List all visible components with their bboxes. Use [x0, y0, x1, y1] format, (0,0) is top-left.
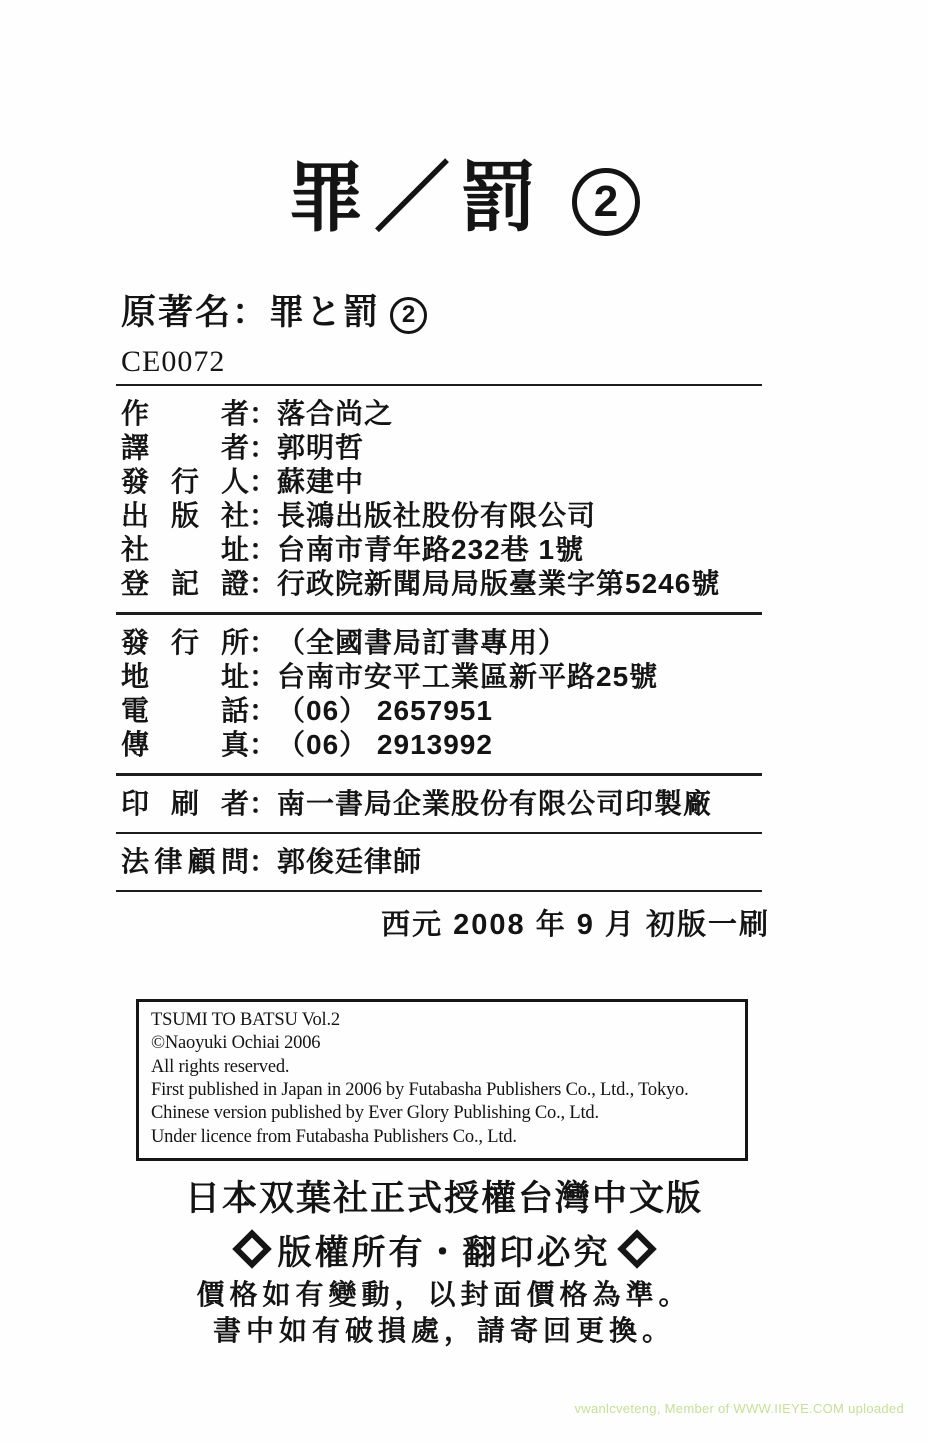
- publisher-info-group: [0, 394, 928, 604]
- distribution-info-group: [0, 623, 928, 765]
- table-row: [121, 728, 928, 762]
- license-line: Under licence from Futabasha Publishers Co., Ltd.: [151, 1126, 517, 1147]
- field-label: 譯者: [121, 432, 249, 464]
- colon: ：: [249, 729, 278, 761]
- table-row: [121, 694, 928, 728]
- divider: [116, 384, 762, 386]
- license-box: [136, 999, 748, 1161]
- colon: ：: [249, 695, 278, 727]
- table-row: [121, 431, 928, 465]
- book-title-row: [0, 0, 928, 241]
- field-label: 傳真: [121, 729, 249, 761]
- printer-info-group: [0, 784, 928, 824]
- table-row: [121, 533, 928, 567]
- table-row: [121, 465, 928, 499]
- diamond-icon: [232, 1230, 272, 1270]
- copyright-notice-line: [0, 1225, 888, 1274]
- original-volume-badge: 2: [390, 297, 427, 334]
- footer-notices: [0, 1171, 888, 1350]
- field-value: 郭明哲: [277, 432, 365, 464]
- field-label: 法律顧問: [121, 846, 249, 878]
- volume-badge: 2: [572, 168, 640, 236]
- field-value: 落合尚之: [277, 398, 394, 430]
- divider: [116, 890, 762, 892]
- table-row: [121, 660, 928, 694]
- catalog-code: CE0072: [121, 345, 226, 379]
- field-label: 印刷者: [121, 788, 249, 820]
- colon: ：: [249, 466, 278, 498]
- field-value: 郭俊廷律師: [277, 846, 423, 878]
- colon: ：: [249, 788, 278, 820]
- colon: ：: [249, 661, 278, 693]
- field-value: 蘇建中: [277, 466, 365, 498]
- copyright-notice: 版權所有・翻印必究: [277, 1233, 611, 1272]
- edition-date-line: 西元 2008 年 9 月 初版一刷: [381, 909, 770, 942]
- field-value: （06） 2657951: [277, 695, 493, 727]
- colon: ：: [249, 432, 278, 464]
- license-line: TSUMI TO BATSU Vol.2: [151, 1010, 340, 1031]
- field-label: 發行所: [121, 627, 249, 659]
- colon: ：: [249, 398, 278, 430]
- field-label: 作者: [121, 398, 249, 430]
- uploader-watermark: vwanlcveteng, Member of WWW.IIEYE.COM uploaded: [574, 1401, 904, 1416]
- table-row: [121, 845, 928, 879]
- field-value: （06） 2913992: [277, 729, 493, 761]
- license-line: ©Naoyuki Ochiai 2006: [151, 1033, 321, 1054]
- license-line: All rights reserved.: [151, 1056, 290, 1077]
- original-title-line: [121, 285, 928, 335]
- diamond-icon: [617, 1230, 657, 1270]
- license-line: First published in Japan in 2006 by Futabasha Publishers Co., Ltd., Tokyo.: [151, 1080, 689, 1100]
- divider: [116, 832, 762, 834]
- damage-note: 書中如有破損處，請寄回更換。: [212, 1315, 675, 1347]
- colon: ：: [249, 627, 278, 659]
- field-value: 長鴻出版社股份有限公司: [277, 500, 597, 532]
- authorization-line: 日本双葉社正式授權台灣中文版: [184, 1178, 703, 1218]
- legal-advisor-group: [0, 842, 928, 882]
- colon: ：: [249, 846, 278, 878]
- table-row: [121, 499, 928, 533]
- field-value: （全國書局訂書專用）: [277, 627, 568, 659]
- field-value: 台南市青年路232巷 1號: [277, 534, 585, 566]
- colon: ：: [249, 500, 278, 532]
- field-value: 台南市安平工業區新平路25號: [277, 661, 659, 693]
- field-label: 出版社: [121, 500, 249, 532]
- colon: ：: [249, 568, 278, 600]
- license-line: Chinese version published by Ever Glory Publishing Co., Ltd.: [151, 1103, 599, 1124]
- table-row: [121, 397, 928, 431]
- table-row: [121, 567, 928, 601]
- table-row: [121, 787, 928, 821]
- original-title: 原著名：罪と罰: [121, 293, 381, 333]
- field-value: 行政院新聞局局版臺業字第5246號: [277, 568, 721, 600]
- field-value: 南一書局企業股份有限公司印製廠: [277, 788, 713, 820]
- field-label: 社址: [121, 534, 249, 566]
- price-note: 價格如有變動，以封面價格為準。: [196, 1279, 692, 1311]
- field-label: 登記證: [121, 568, 249, 600]
- colon: ：: [249, 534, 278, 566]
- field-label: 地址: [121, 661, 249, 693]
- book-title: 罪／罰: [288, 156, 546, 241]
- table-row: [121, 626, 928, 660]
- divider: [116, 612, 762, 615]
- field-label: 發行人: [121, 466, 249, 498]
- divider: [116, 773, 762, 776]
- field-label: 電話: [121, 695, 249, 727]
